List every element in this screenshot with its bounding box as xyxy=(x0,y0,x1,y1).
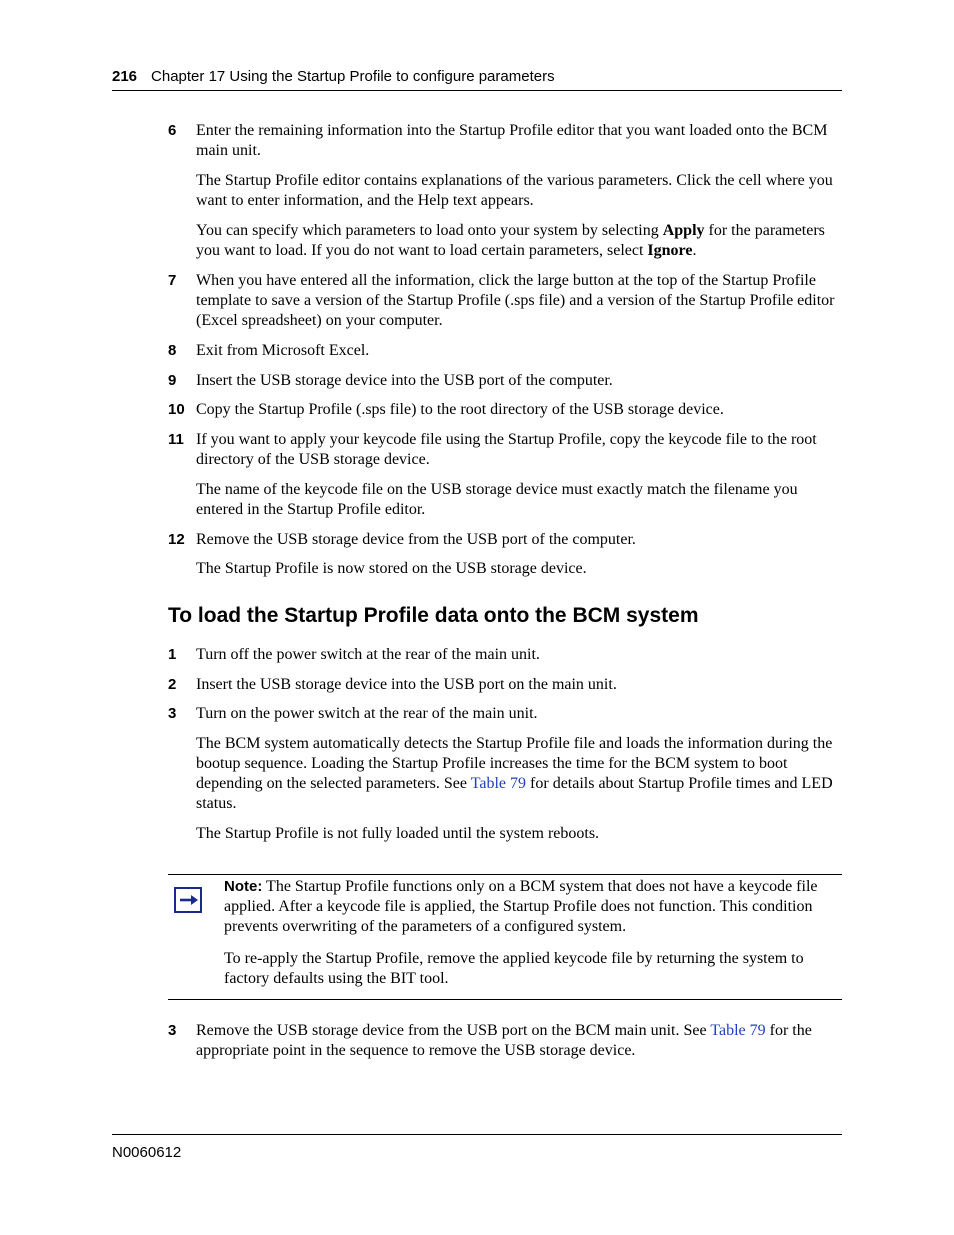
step-text: Exit from Microsoft Excel. xyxy=(196,342,370,359)
text-run: The Startup Profile functions only on a BCM system that does not have a keycode file applied. After a keycode file is applied, the Startup Profile does not function. This condition prevents overwriting of the parameters of a configured system. xyxy=(224,878,818,935)
text-run: You can specify which parameters to load onto your system by selecting xyxy=(196,222,663,239)
step-text: Insert the USB storage device into the USB port of the computer. xyxy=(196,372,613,389)
step-detail-apply-ignore xyxy=(196,221,842,261)
step-number: 11 xyxy=(168,431,184,448)
step-number: 1 xyxy=(168,646,177,663)
step-text: Turn on the power switch at the rear of the main unit. xyxy=(196,705,538,722)
step-number: 6 xyxy=(168,122,177,139)
note-label: Note: xyxy=(224,878,263,895)
step-detail: The Startup Profile editor contains explanations of the various parameters. Click the cell where you want to enter information, and the Help text appears. xyxy=(196,172,833,209)
note-top-rule xyxy=(168,874,842,875)
text-run: for the appropriate point in the sequence to remove the USB storage device. xyxy=(196,1022,812,1059)
step-number: 3 xyxy=(168,705,177,722)
step-text: Insert the USB storage device into the USB port on the main unit. xyxy=(196,676,617,693)
ignore-keyword: Ignore xyxy=(647,242,693,259)
text-run: . xyxy=(692,242,697,259)
arrow-right-icon xyxy=(174,887,202,913)
text-run: for the parameters you want to load. If you do not want to load certain parameters, select xyxy=(196,222,825,259)
header-rule xyxy=(112,90,842,91)
step-number: 9 xyxy=(168,372,177,389)
document-id: N0060612 xyxy=(112,1144,182,1161)
step-text: Enter the remaining information into the Startup Profile editor that you want loaded onto the BCM main unit. xyxy=(196,122,828,159)
table-79-link[interactable]: Table 79 xyxy=(470,775,527,792)
step-detail: The Startup Profile is now stored on the USB storage device. xyxy=(196,560,587,577)
text-run: The BCM system automatically detects the Startup Profile file and loads the information during the bootup sequence. Loading the Startup Profile increases the time for the BCM system to boot depending on the selected parameters. See xyxy=(196,735,833,792)
step-number: 12 xyxy=(168,531,185,548)
step-number: 3 xyxy=(168,1022,177,1039)
step-text: If you want to apply your keycode file using the Startup Profile, copy the keycode file to the root directory of the USB storage device. xyxy=(196,431,817,468)
note-text-reapply: To re-apply the Startup Profile, remove the applied keycode file by returning the system to factory defaults using the BIT tool. xyxy=(224,950,804,987)
section-title: To load the Startup Profile data onto the BCM system xyxy=(168,604,699,627)
step-text: When you have entered all the information, click the large button at the top of the Startup Profile template to save a version of the Startup Profile (.sps file) and a version of the Startup Profile editor (Excel spreadsheet) on your computer. xyxy=(196,272,835,329)
running-header xyxy=(112,68,842,85)
step-number: 8 xyxy=(168,342,177,359)
apply-keyword: Apply xyxy=(662,222,705,239)
step-detail: The name of the keycode file on the USB storage device must exactly match the filename you entered in the Startup Profile editor. xyxy=(196,481,798,518)
step-detail: The Startup Profile is not fully loaded until the system reboots. xyxy=(196,825,600,842)
note-text xyxy=(224,877,842,937)
step-number: 10 xyxy=(168,401,185,418)
step-detail-bootup xyxy=(196,734,842,814)
footer-rule xyxy=(112,1134,842,1135)
chapter-title: Chapter 17 Using the Startup Profile to configure parameters xyxy=(151,68,555,85)
step-number: 2 xyxy=(168,676,177,693)
step-number: 7 xyxy=(168,272,177,289)
page-number: 216 xyxy=(112,68,138,85)
text-run: Remove the USB storage device from the USB port on the BCM main unit. See xyxy=(196,1022,711,1039)
step-text: Copy the Startup Profile (.sps file) to the root directory of the USB storage device. xyxy=(196,401,724,418)
step-text-remove-usb xyxy=(196,1021,842,1061)
table-79-link[interactable]: Table 79 xyxy=(710,1022,766,1039)
step-text: Turn off the power switch at the rear of the main unit. xyxy=(196,646,540,663)
note-bottom-rule xyxy=(168,999,842,1000)
text-run: for details about Startup Profile times and LED status. xyxy=(196,775,833,812)
step-text: Remove the USB storage device from the USB port of the computer. xyxy=(196,531,636,548)
